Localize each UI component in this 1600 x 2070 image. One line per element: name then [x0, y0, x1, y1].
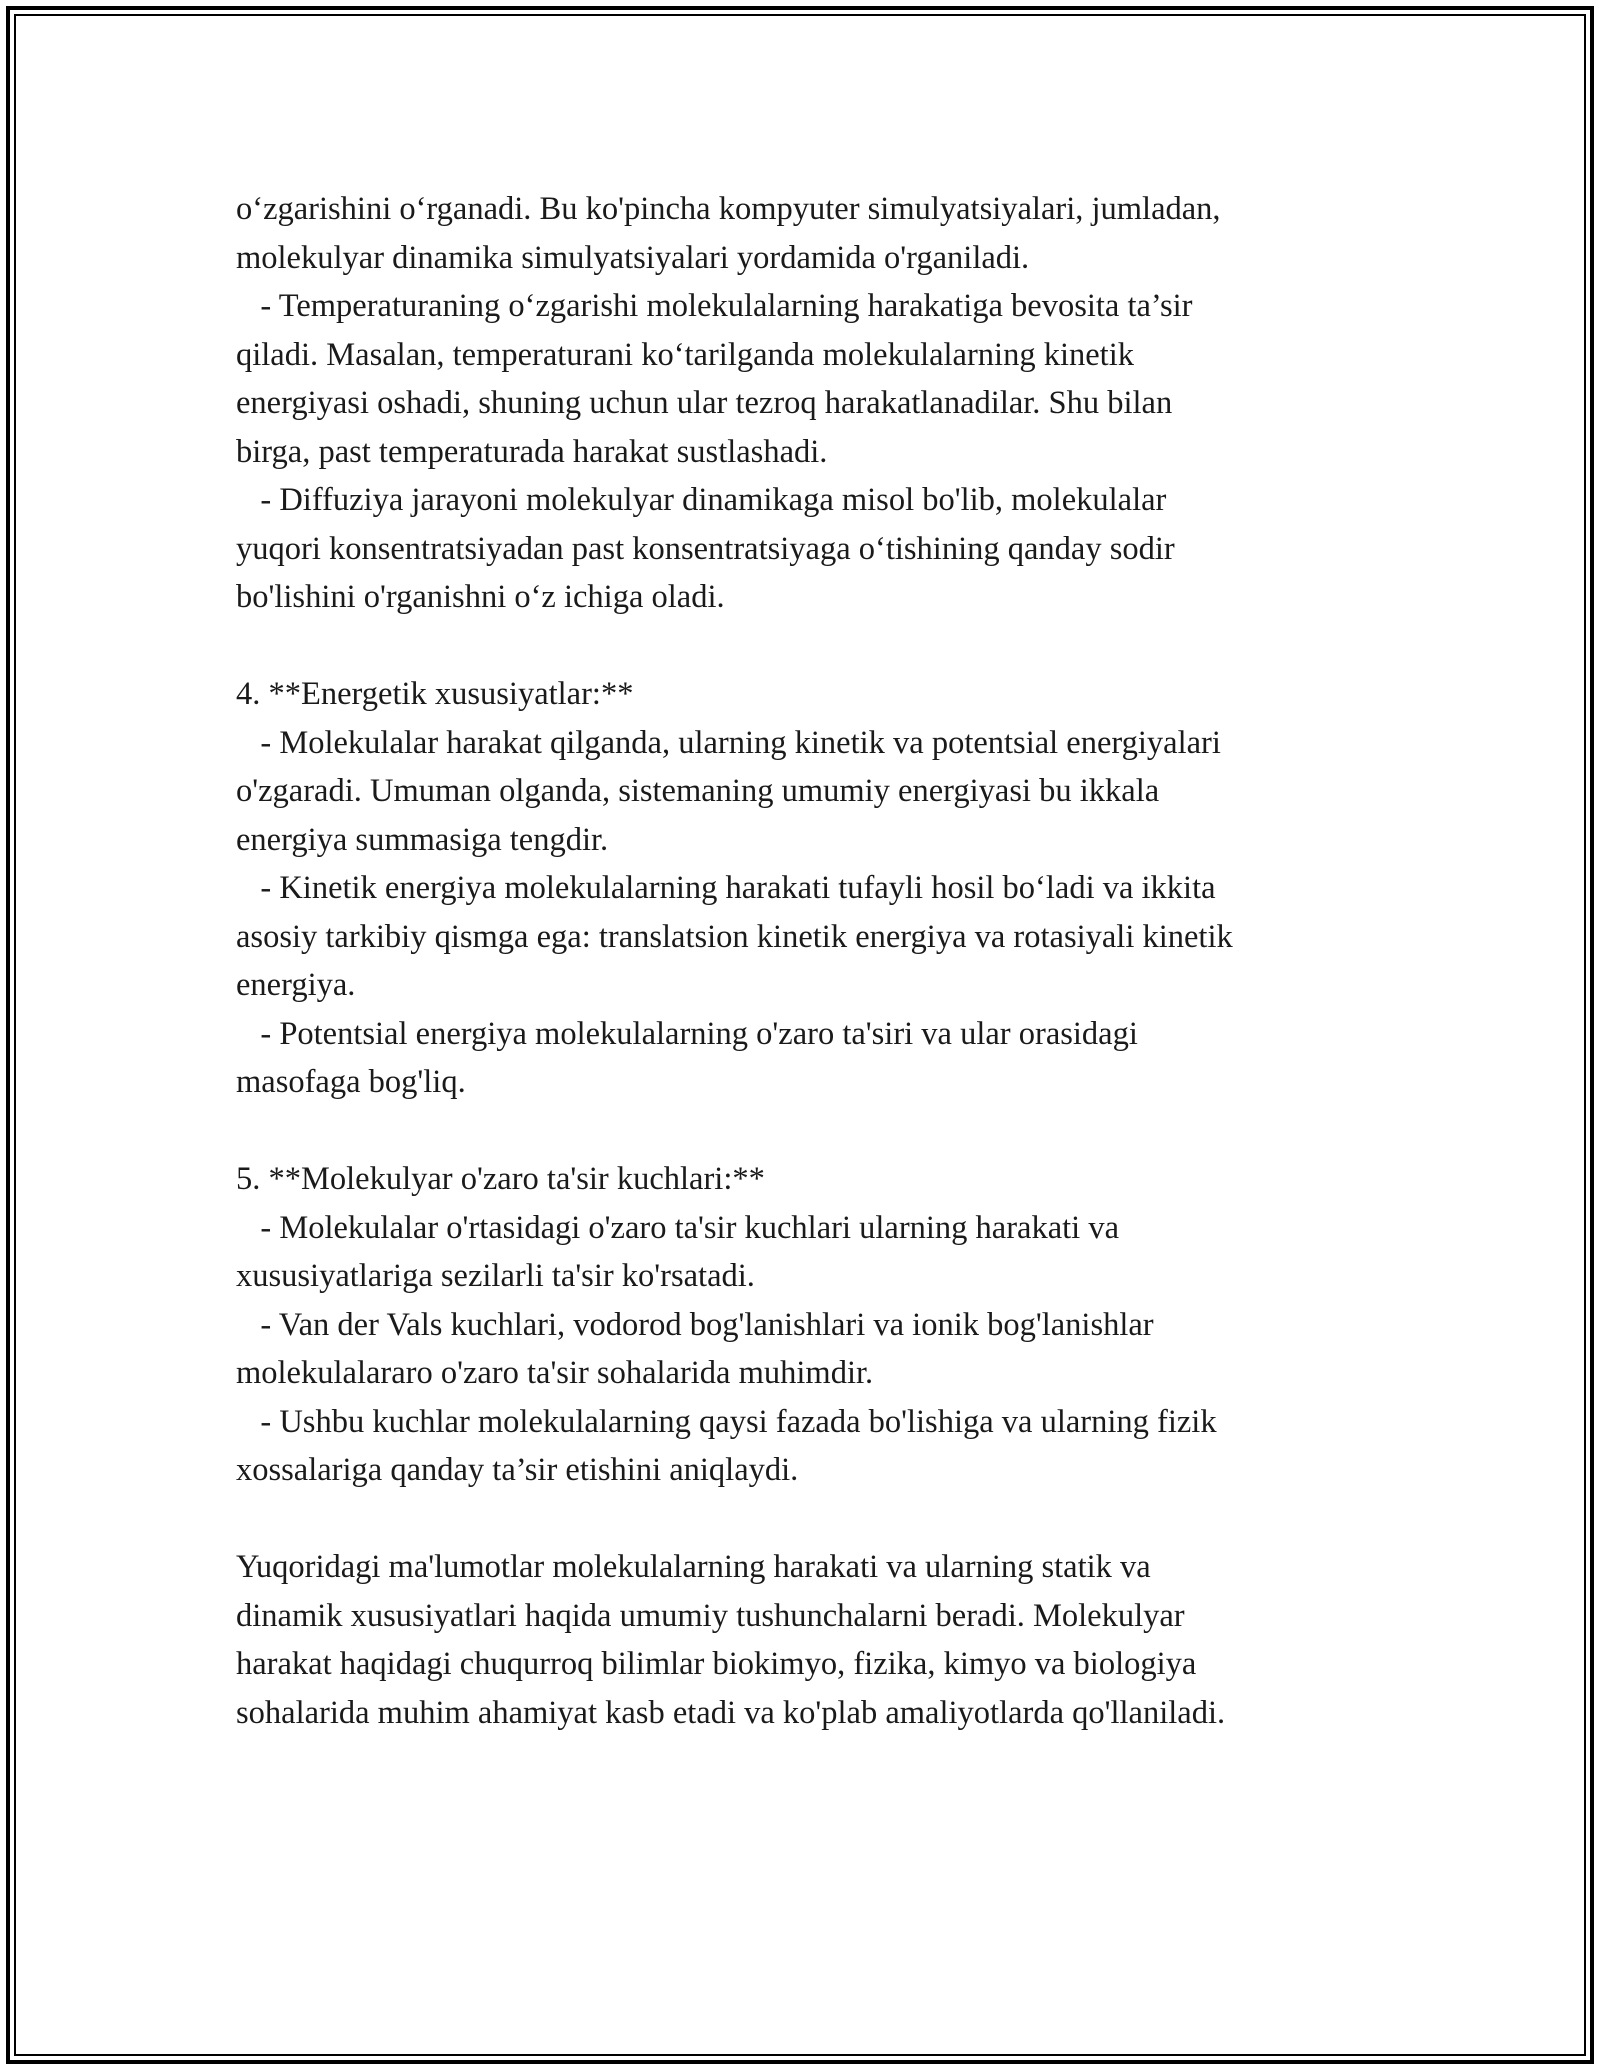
text-line: molekulalararo o'zaro ta'sir sohalarida muhimdir.: [236, 1355, 874, 1391]
text-line: - Ushbu kuchlar molekulalarning qaysi fazada bo'lishiga va ularning fizik: [236, 1403, 1217, 1440]
text-line: - Potentsial energiya molekulalarning o'zaro ta'siri va ular orasidagi: [236, 1015, 1138, 1052]
text-line: bo'lishini o'rganishni o‘z ichiga oladi.: [236, 579, 725, 615]
text-line: masofaga bog'liq.: [236, 1064, 466, 1100]
text-line: qiladi. Masalan, temperaturani ko‘tarilganda molekulalarning kinetik: [236, 336, 1134, 373]
text-line: Yuqoridagi ma'lumotlar molekulalarning harakati va ularning statik va: [236, 1549, 1151, 1585]
text-line: dinamik xususiyatlari haqida umumiy tushunchalarni beradi. Molekulyar: [236, 1597, 1185, 1634]
section-energetik-xususiyatlar: [236, 670, 1376, 1107]
text-line: harakat haqidagi chuqurroq bilimlar biokimyo, fizika, kimyo va biologiya: [236, 1646, 1197, 1682]
text-line: energiyasi oshadi, shuning uchun ular tezroq harakatlanadilar. Shu bilan: [236, 385, 1173, 421]
conclusion-paragraph: [236, 1543, 1376, 1737]
text-line: birga, past temperaturada harakat sustlashadi.: [236, 433, 828, 470]
text-line: energiya summasiga tengdir.: [236, 821, 609, 858]
text-line: o'zgaradi. Umuman olganda, sistemaning umumiy energiyasi bu ikkala: [236, 773, 1160, 809]
text-line: - Temperaturaning o‘zgarishi molekulalarning harakatiga bevosita ta’sir: [236, 288, 1193, 324]
text-line: sohalarida muhim ahamiyat kasb etadi va ko'plab amaliyotlarda qo'llaniladi.: [236, 1694, 1226, 1731]
section-molekulyar-kuchlar: [236, 1155, 1376, 1495]
text-line: xususiyatlariga sezilarli ta'sir ko'rsatadi.: [236, 1258, 755, 1294]
section-heading: 5. **Molekulyar o'zaro ta'sir kuchlari:**: [236, 1161, 765, 1197]
text-line: energiya.: [236, 967, 356, 1003]
text-line: - Kinetik energiya molekulalarning harakati tufayli hosil bo‘ladi va ikkita: [236, 870, 1216, 906]
paragraph-gap: [236, 1495, 1376, 1544]
section-heading: 4. **Energetik xususiyatlar:**: [236, 676, 634, 712]
text-line: molekulyar dinamika simulyatsiyalari yordamida o'rganiladi.: [236, 239, 1030, 276]
document-body: [236, 185, 1376, 1737]
intro-paragraph: [236, 185, 1376, 622]
text-line: - Diffuziya jarayoni molekulyar dinamikaga misol bo'lib, molekulalar: [236, 482, 1167, 518]
text-line: asosiy tarkibiy qismga ega: translatsion kinetik energiya va rotasiyali kinetik: [236, 918, 1233, 955]
text-line: xossalariga qanday ta’sir etishini aniqlaydi.: [236, 1452, 799, 1488]
text-line: o‘zgarishini o‘rganadi. Bu ko'pincha kompyuter simulyatsiyalari, jumladan,: [236, 191, 1221, 227]
paragraph-gap: [236, 622, 1376, 671]
text-line: - Molekulalar o'rtasidagi o'zaro ta'sir kuchlari ularning harakati va: [236, 1209, 1120, 1246]
text-line: yuqori konsentratsiyadan past konsentratsiyaga o‘tishining qanday sodir: [236, 530, 1175, 567]
text-line: - Molekulalar harakat qilganda, ularning kinetik va potentsial energiyalari: [236, 724, 1221, 761]
text-line: - Van der Vals kuchlari, vodorod bog'lanishlari va ionik bog'lanishlar: [236, 1306, 1154, 1343]
paragraph-gap: [236, 1107, 1376, 1156]
